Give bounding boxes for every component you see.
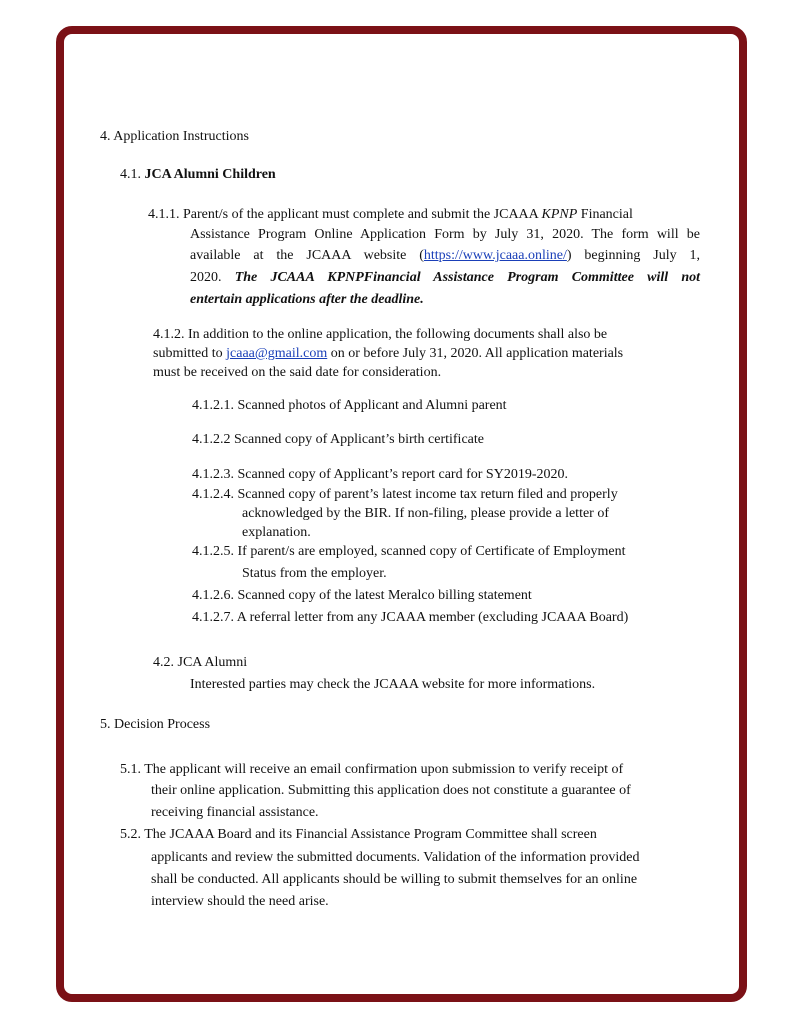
doc-4-1-2-2: 4.1.2.2 Scanned copy of Applicant’s birth certificate <box>192 432 484 447</box>
section-4-heading: 4. Application Instructions <box>100 129 249 144</box>
doc-4-1-2-5-line-1: 4.1.2.5. If parent/s are employed, scanned copy of Certificate of Employment <box>192 544 626 559</box>
item-5-2-line-4: interview should the need arise. <box>151 894 329 909</box>
item-5-1-line-2: their online application. Submitting this application does not constitute a guarantee of <box>151 783 631 798</box>
item-5-2-line-3: shall be conducted. All applicants should be willing to submit themselves for an online <box>151 872 638 887</box>
item-5-2-line-2: applicants and review the submitted documents. Validation of the information provided <box>151 850 640 865</box>
doc-4-1-2-4-line-3: explanation. <box>242 525 311 540</box>
doc-4-1-2-4-line-2: acknowledged by the BIR. If non-filing, please provide a letter of <box>242 506 609 521</box>
kpnp-italic: KPNP <box>541 207 578 222</box>
doc-4-1-2-7: 4.1.2.7. A referral letter from any JCAAA member (excluding JCAAA Board) <box>192 610 629 625</box>
doc-4-1-2-4-line-1: 4.1.2.4. Scanned copy of parent’s latest income tax return filed and properly <box>192 487 618 502</box>
section-4-1-title: JCA Alumni Children <box>144 167 276 182</box>
section-5-heading: 5. Decision Process <box>100 717 211 732</box>
section-4-1-heading <box>120 166 276 184</box>
email-link[interactable]: jcaaa@gmail.com <box>226 346 328 361</box>
section-4-2-text: Interested parties may check the JCAAA website for more informations. <box>190 677 596 692</box>
item-4-1-1-line-2: Assistance Program Online Application Form by July 31, 2020. The form will be <box>190 227 700 242</box>
item-5-1-line-1: 5.1. The applicant will receive an email confirmation upon submission to verify receipt of <box>120 762 624 777</box>
item-5-1-line-3: receiving financial assistance. <box>151 805 319 820</box>
item-4-1-1-line-1: 4.1.1. Parent/s of the applicant must complete and submit the JCAAA KPNP Financial <box>148 207 633 222</box>
section-4-1-number: 4.1. <box>120 167 141 182</box>
section-4-2-title: 4.2. JCA Alumni <box>153 655 248 670</box>
item-4-1-2-line-1: 4.1.2. In addition to the online application, the following documents shall also be <box>153 327 608 342</box>
doc-4-1-2-1: 4.1.2.1. Scanned photos of Applicant and Alumni parent <box>192 398 507 413</box>
doc-4-1-2-5-line-2: Status from the employer. <box>242 566 387 581</box>
jcaaa-website-link[interactable]: https://www.jcaaa.online/ <box>423 248 567 263</box>
item-4-1-1-line-5: entertain applications after the deadline. <box>190 292 424 307</box>
item-4-1-2-line-3: must be received on the said date for consideration. <box>153 365 442 380</box>
doc-4-1-2-3: 4.1.2.3. Scanned copy of Applicant’s report card for SY2019-2020. <box>192 467 568 482</box>
item-5-2-line-1: 5.2. The JCAAA Board and its Financial Assistance Program Committee shall screen <box>120 827 597 842</box>
item-4-1-1-line-4: 2020. The JCAAA KPNPFinancial Assistance Program Committee will not <box>190 270 700 285</box>
doc-4-1-2-6: 4.1.2.6. Scanned copy of the latest Meralco billing statement <box>192 588 532 603</box>
item-4-1-1-line-3: available at the JCAAA website (https://www.jcaaa.online/) beginning July 1, <box>190 248 700 263</box>
item-4-1-2-line-2: submitted to jcaaa@gmail.com on or before July 31, 2020. All application materials <box>153 346 624 361</box>
